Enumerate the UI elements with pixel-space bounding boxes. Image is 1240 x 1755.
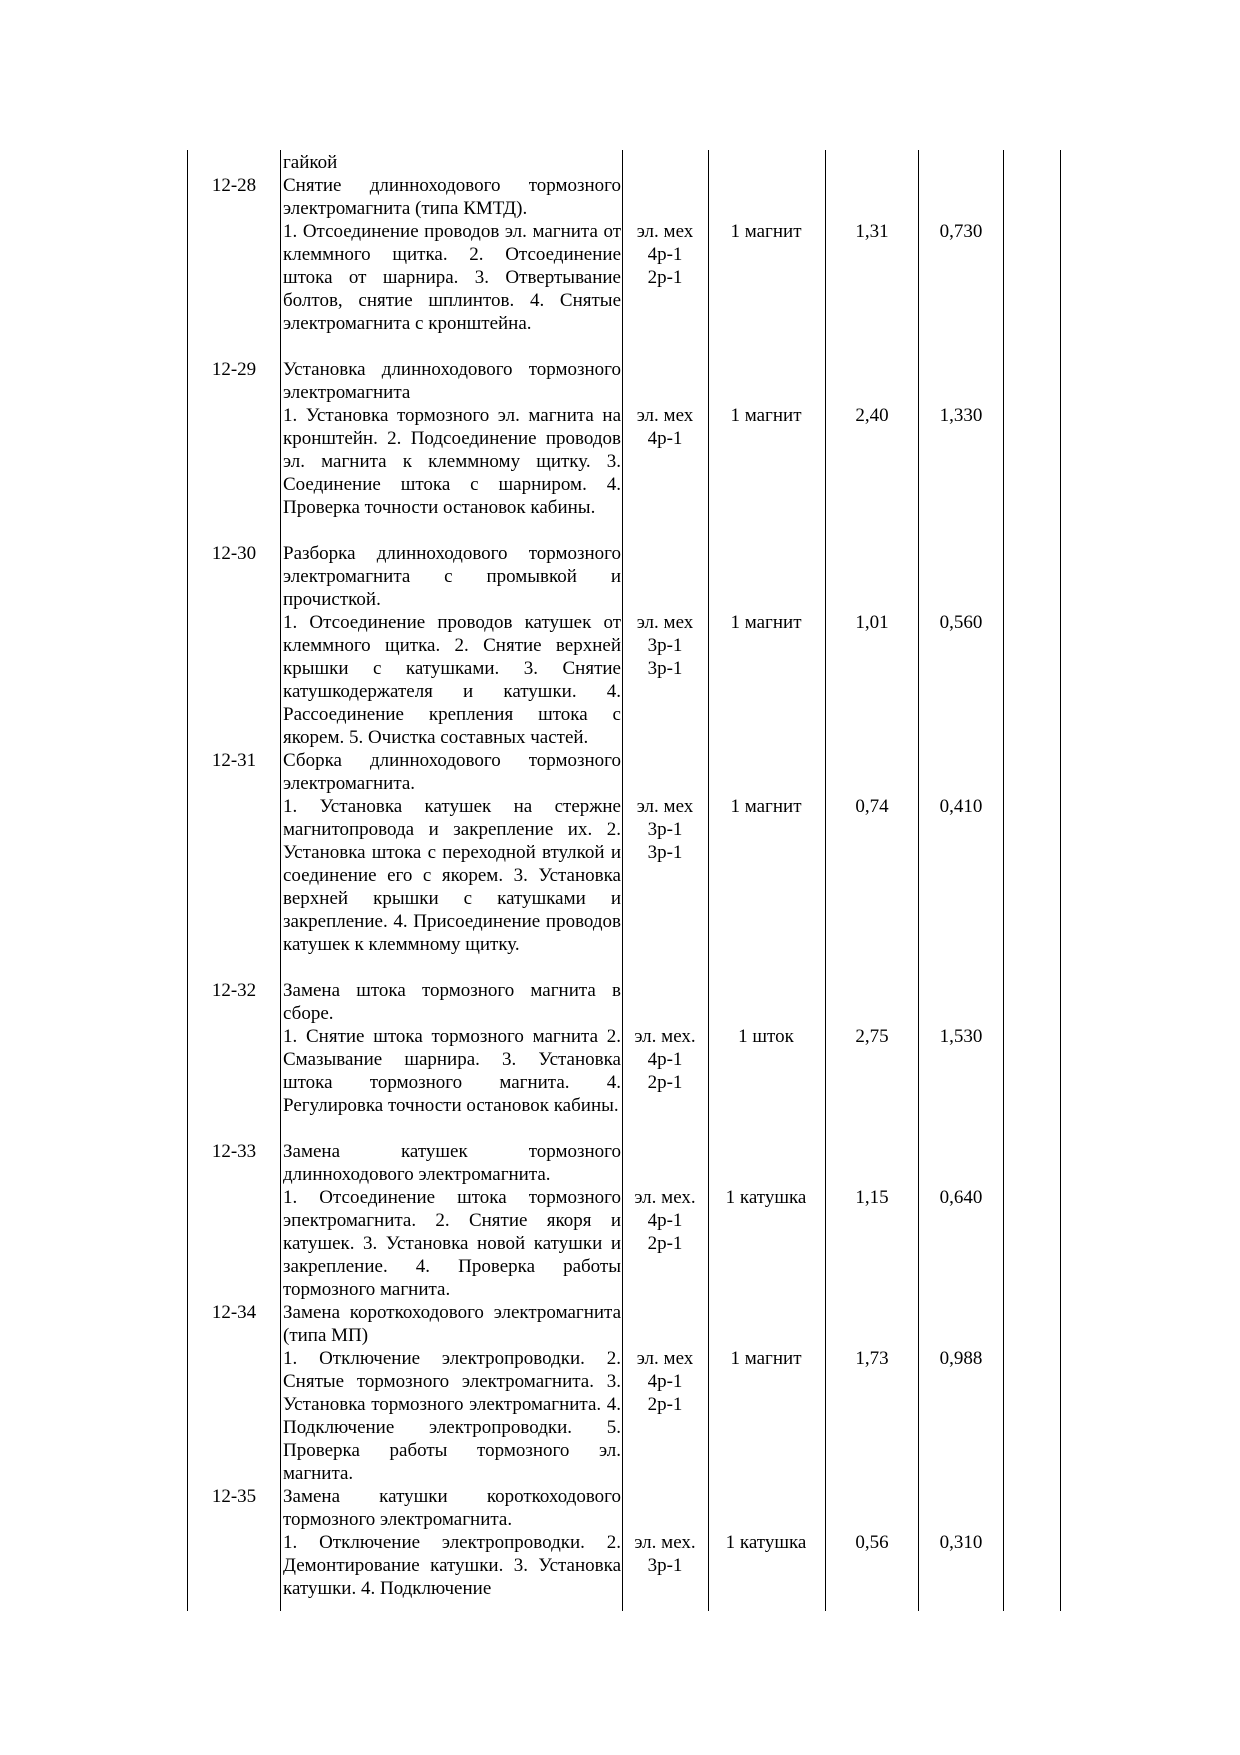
row-code: 12-35 — [211, 1486, 257, 1507]
row-description — [283, 979, 621, 1117]
row-norm: 0,56 — [855, 1532, 889, 1553]
row-steps: 1. Отключение электропроводки. 2. Снятые тормозного электромагнита. 3. Установка тормозного электромагнита. 4. Подключение электропроводки. 5. Проверка работы тормозного эл. магнита. — [283, 1348, 621, 1484]
row-norm: 1,31 — [855, 221, 889, 242]
row-steps: 1. Установка катушек на стержне магнитопровода и закрепление их. 2. Установка штока с переходной втулкой и соединение его с якорем. 3. Установка верхней крышки с катушками и закрепление. 4. Присоединение проводов катушек к клеммному щитку. — [283, 796, 621, 955]
row-unit: 1 шток — [738, 1026, 794, 1047]
row-unit: 1 магнит — [730, 221, 802, 242]
row-code: 12-31 — [211, 750, 257, 771]
row-description — [283, 542, 621, 749]
row-cost: 0,560 — [939, 612, 983, 633]
row-title: Замена катушки короткоходового тормозного электромагнита. — [283, 1486, 621, 1530]
row-description — [283, 1485, 621, 1600]
row-norm: 2,75 — [855, 1026, 889, 1047]
row-steps: 1. Отсоединение проводов эл. магнита от клеммного щитка. 2. Отсоединение штока от шарнира. 3. Отвертывание болтов, снятие шплинтов. 4. Снятые электромагнита с кронштейна. — [283, 221, 621, 334]
table-border-mechanic — [708, 150, 709, 1611]
table-border-code — [280, 150, 281, 1611]
row-norm: 1,01 — [855, 612, 889, 633]
row-cost: 0,730 — [939, 221, 983, 242]
table-border-norm — [918, 150, 919, 1611]
row-title: Замена штока тормозного магнита в сборе. — [283, 980, 621, 1024]
row-mechanic: эл. мех 3р-1 3р-1 — [636, 796, 694, 863]
row-code: 12-33 — [211, 1141, 257, 1162]
row-mechanic: эл. мех 4р-1 — [636, 405, 694, 449]
row-norm: 1,73 — [855, 1348, 889, 1369]
row-mechanic: эл. мех. 4р-1 2р-1 — [634, 1026, 696, 1093]
row-steps: 1. Отсоединение проводов катушек от клеммного щитка. 2. Снятие верхней крышки с катушками. 3. Снятие катушкодержателя и катушки. 4. Рассоединение крепления штока с якорем. 5. Очистка составных частей. — [283, 612, 621, 748]
row-mechanic: эл. мех. 3р-1 — [634, 1532, 696, 1576]
row-description — [283, 174, 621, 335]
table-border-cost — [1003, 150, 1004, 1611]
table-border-left — [187, 150, 188, 1611]
continuation-text: гайкой — [283, 152, 338, 173]
row-code: 12-34 — [211, 1302, 257, 1323]
row-description — [283, 1301, 621, 1485]
row-cost: 0,640 — [939, 1187, 983, 1208]
row-mechanic: эл. мех 4р-1 2р-1 — [636, 221, 694, 288]
row-cost: 0,310 — [939, 1532, 983, 1553]
row-unit: 1 катушка — [725, 1187, 807, 1208]
row-unit: 1 магнит — [730, 405, 802, 426]
row-code: 12-29 — [211, 359, 257, 380]
row-unit: 1 магнит — [730, 1348, 802, 1369]
row-title: Установка длинноходового тормозного электромагнита — [283, 359, 621, 403]
row-cost: 1,530 — [939, 1026, 983, 1047]
row-steps: 1. Отсоединение штока тормозного эпектромагнита. 2. Снятие якоря и катушек. 3. Установка новой катушки и закрепление. 4. Проверка работы тормозного магнита. — [283, 1187, 621, 1300]
row-code: 12-30 — [211, 543, 257, 564]
row-title: Разборка длинноходового тормозного электромагнита с промывкой и прочисткой. — [283, 543, 621, 610]
table-border-extra — [1060, 150, 1061, 1611]
row-steps: 1. Установка тормозного эл. магнита на кронштейн. 2. Подсоединение проводов эл. магнита к клеммному щитку. 3. Соединение штока с шарниром. 4. Проверка точности остановок кабины. — [283, 405, 621, 518]
row-unit: 1 магнит — [730, 796, 802, 817]
row-description — [283, 749, 621, 956]
row-code: 12-32 — [211, 980, 257, 1001]
row-mechanic: эл. мех. 4р-1 2р-1 — [634, 1187, 696, 1254]
table-border-unit — [825, 150, 826, 1611]
row-norm: 2,40 — [855, 405, 889, 426]
row-title: Замена короткоходового электромагнита (типа МП) — [283, 1302, 621, 1346]
row-mechanic: эл. мех 3р-1 3р-1 — [636, 612, 694, 679]
row-mechanic: эл. мех 4р-1 2р-1 — [636, 1348, 694, 1415]
row-norm: 1,15 — [855, 1187, 889, 1208]
row-description — [283, 1140, 621, 1301]
row-title: Снятие длинноходового тормозного электромагнита (типа КМТД). — [283, 175, 621, 219]
row-title: Замена катушек тормозного длинноходового электромагнита. — [283, 1141, 621, 1185]
row-unit: 1 магнит — [730, 612, 802, 633]
row-steps: 1. Снятие штока тормозного магнита 2. Смазывание шарнира. 3. Установка штока тормозного магнита. 4. Регулировка точности остановок кабины. — [283, 1026, 621, 1116]
row-unit: 1 катушка — [725, 1532, 807, 1553]
row-cost: 0,988 — [939, 1348, 983, 1369]
row-description — [283, 358, 621, 519]
row-title: Сборка длинноходового тормозного электромагнита. — [283, 750, 621, 794]
row-cost: 1,330 — [939, 405, 983, 426]
row-norm: 0,74 — [855, 796, 889, 817]
row-code: 12-28 — [211, 175, 257, 196]
row-steps: 1. Отключение электропроводки. 2. Демонтирование катушки. 3. Установка катушки. 4. Подключение — [283, 1532, 621, 1599]
row-cost: 0,410 — [939, 796, 983, 817]
